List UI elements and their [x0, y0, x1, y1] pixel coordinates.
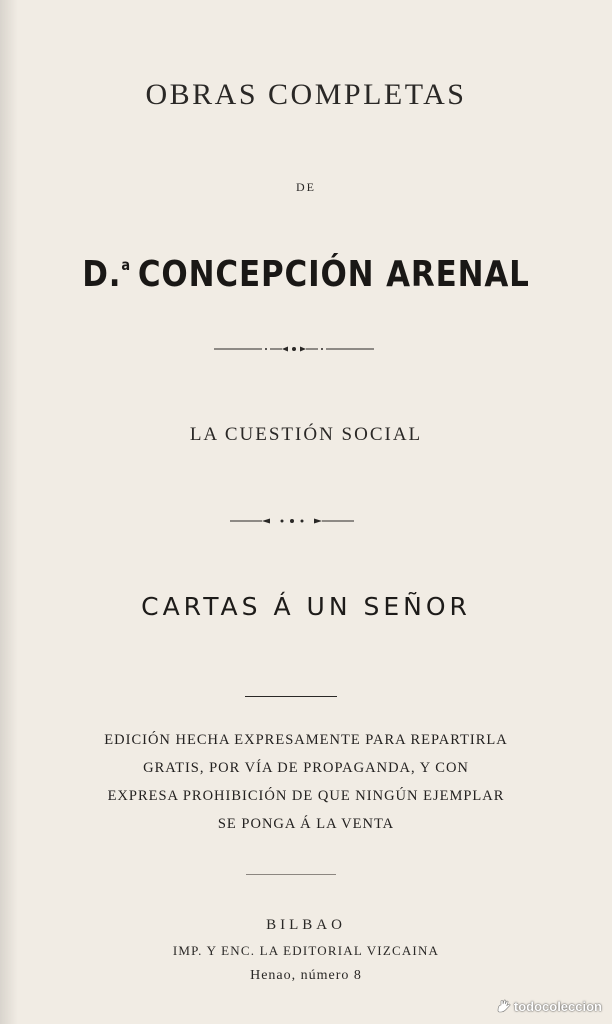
imprint-printer: IMP. Y ENC. LA EDITORIAL VIZCAINA [172, 943, 440, 958]
author-name: CONCEPCIÓN ARENAL [137, 254, 530, 295]
ornament-divider-top [214, 344, 374, 354]
connector-de: DE [296, 180, 316, 194]
distribution-notice [30, 732, 582, 852]
notice-line-3: EXPRESA PROHIBICIÓN DE QUE NINGÚN EJEMPLAR [107, 788, 505, 804]
notice-line-2: GRATIS, POR VÍA DE PROPAGANDA, Y CON [143, 760, 469, 776]
subtitle: CARTAS Á UN SEÑOR [141, 592, 471, 621]
author-name-line [43, 254, 569, 295]
author-prefix: D. [82, 254, 122, 295]
notice-line-4: SE PONGA Á LA VENTA [217, 816, 395, 832]
author-prefix-superscript: a [121, 256, 131, 274]
spine-shadow [0, 0, 18, 1024]
imprint-address: Henao, número 8 [250, 968, 362, 983]
short-divider-rule [246, 874, 336, 875]
imprint-city: BILBAO [266, 917, 346, 933]
hand-logo-icon [496, 999, 512, 1013]
site-watermark [496, 999, 602, 1014]
series-title: OBRAS COMPLETAS [145, 78, 467, 111]
ornament-divider-middle [230, 516, 354, 526]
watermark-text: todocoleccion [513, 999, 602, 1014]
divider-rule [245, 696, 337, 697]
work-title: LA CUESTIÓN SOCIAL [189, 424, 423, 445]
notice-line-1: EDICIÓN HECHA EXPRESAMENTE PARA REPARTIRLA [104, 732, 508, 748]
